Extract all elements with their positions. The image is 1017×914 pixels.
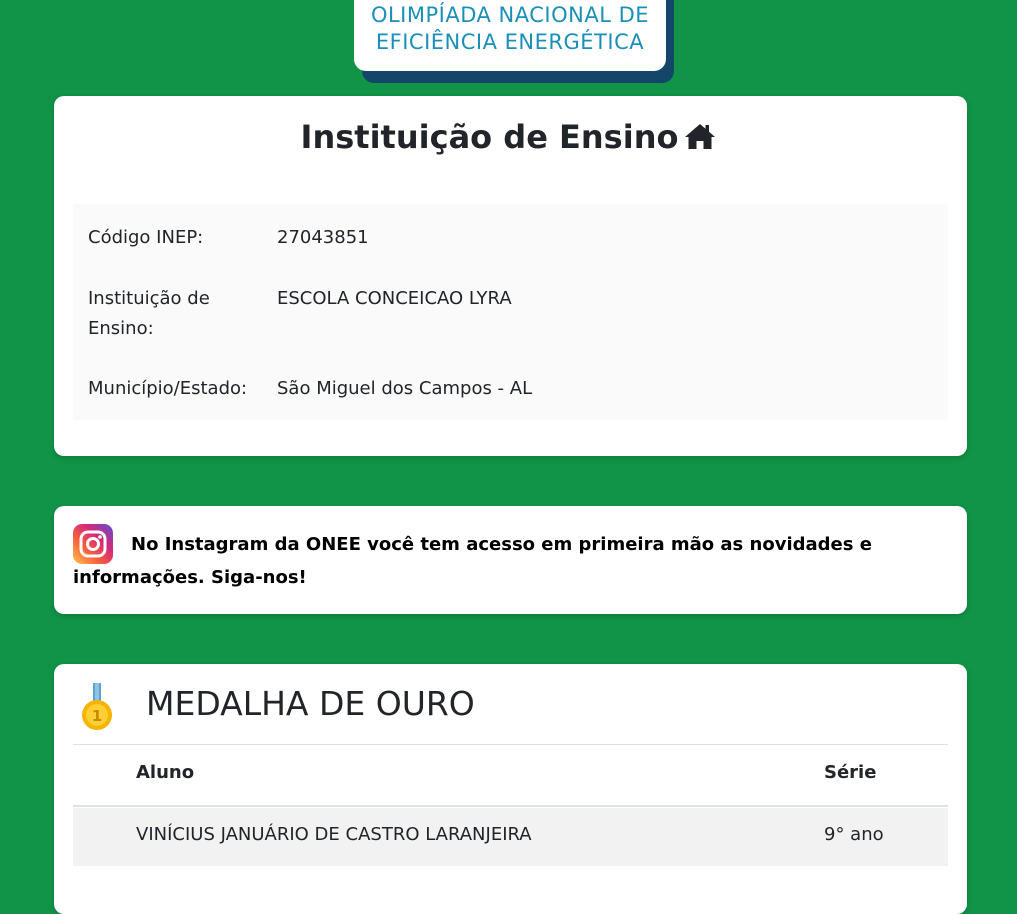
institution-title: Instituição de Ensino [300,118,679,156]
inep-code-value: 27043851 [277,227,369,248]
institution-heading [0,118,1017,158]
logo-text-line-1: OLIMPÍADA NACIONAL DE [370,3,650,27]
grade-cell: 9° ano [824,824,884,845]
inep-code-label: Código INEP: [88,227,204,248]
table-header-divider [73,805,948,807]
column-header-student: Aluno [136,762,195,783]
medal-divider [73,744,948,745]
gold-medal-icon [80,683,114,731]
medal-title: MEDALHA DE OURO [146,684,475,723]
column-header-grade: Série [824,762,877,783]
institution-name-value: ESCOLA CONCEICAO LYRA [277,288,512,309]
onee-logo [354,0,674,83]
logo-text-line-2: EFICIÊNCIA ENERGÉTICA [375,30,645,54]
institution-name-label: Instituição de Ensino: [88,288,210,339]
student-name-cell: VINÍCIUS JANUÁRIO DE CASTRO LARANJEIRA [136,824,532,845]
home-icon [684,120,716,158]
logo-card [354,0,666,71]
city-state-label: Município/Estado: [88,378,248,399]
instagram-message: No Instagram da ONEE você tem acesso em primeira mão as novidades e informações. Siga-nos! [73,534,872,588]
city-state-value: São Miguel dos Campos - AL [277,378,533,399]
svg-text:1: 1 [91,707,103,725]
